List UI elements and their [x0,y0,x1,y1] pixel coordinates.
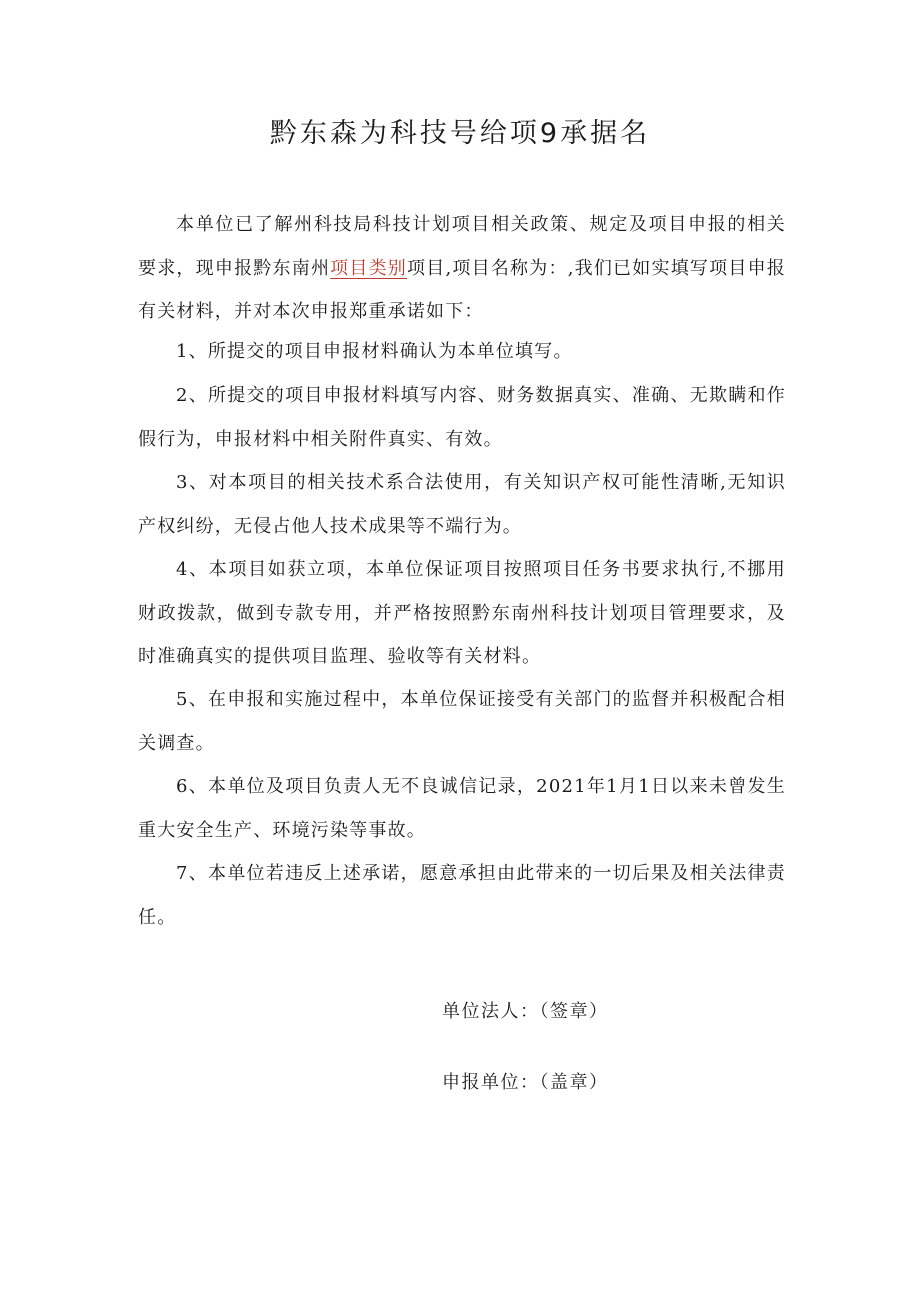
applicant-unit-seal-line: 申报单位：（盖章） [442,1072,609,1093]
commitment-item-3: 3、对本项目的相关技术系合法使用，有关知识产权可能性清晰,无知识产权纠纷，无侵占他人技术成果等不端行为。 [138,472,786,537]
intro-paragraph [138,203,786,334]
commitment-item-1: 1、所提交的项目申报材料确认为本单位填写。 [176,341,573,362]
commitment-item-5: 5、在申报和实施过程中，本单位保证接受有关部门的监督并积极配合相关调查。 [138,689,786,754]
project-category-link[interactable]: 项目类别 [330,257,408,279]
document-title: 黔东森为科技号给项9承据名 [269,118,651,149]
commitment-item-4: 4、本项目如获立项，本单位保证项目按照项目任务书要求执行,不挪用财政拨款，做到专款专用，并严格按照黔东南州科技计划项目管理要求，及时准确真实的提供项目监理、验收等有关材料。 [138,559,786,667]
legal-person-signature-line: 单位法人：（签章） [442,1001,609,1022]
commitment-item-2: 2、所提交的项目申报材料填写内容、财务数据真实、准确、无欺瞒和作假行为，申报材料中相关附件真实、有效。 [138,385,786,450]
intro-text-before-link: 本单位已了解州科技局科技计划项目相关政策、规定及项目申报的相关要求，现申报黔东南州 [138,214,786,279]
commitment-item-6: 6、本单位及项目负责人无不良诚信记录，2021年1月1日以来未曾发生重大安全生产、环境污染等事故。 [138,776,786,841]
commitment-item-7: 7、本单位若违反上述承诺，愿意承担由此带来的一切后果及相关法律责任。 [138,863,786,928]
intro-text-after-link: 项目,项目名称为：,我们已如实填写项目申报有关材料，并对本次申报郑重承诺如下： [138,257,786,322]
